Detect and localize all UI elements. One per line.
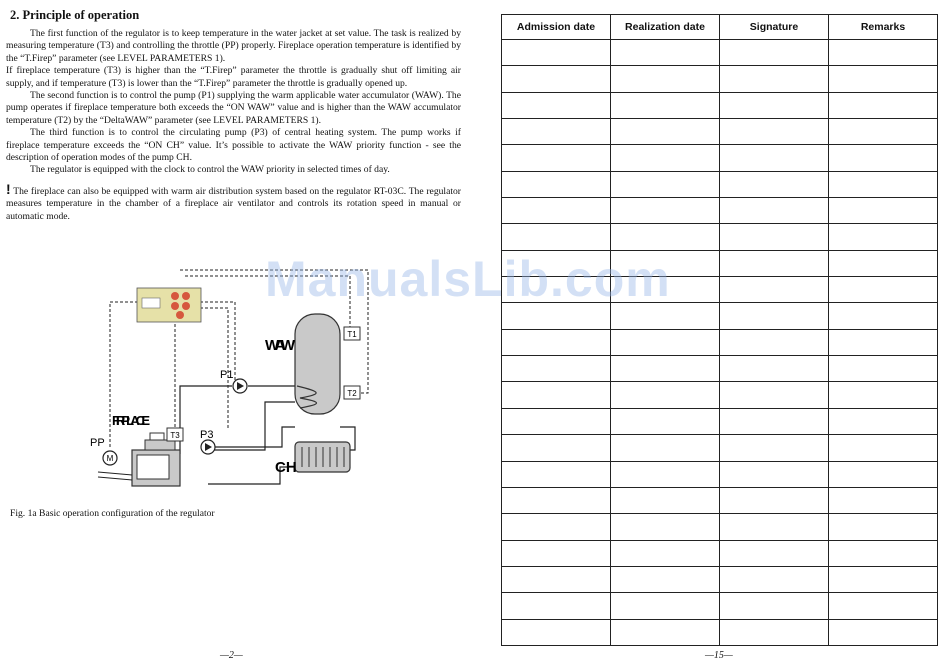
table-row [502,461,938,487]
table-cell [829,435,938,461]
table-cell [611,619,720,645]
table-cell [720,461,829,487]
section-heading: 2. Principle of operation [10,8,140,22]
radiator-ch [295,442,350,472]
table-cell [829,171,938,197]
table-cell [829,540,938,566]
table-cell [720,92,829,118]
table-cell [720,329,829,355]
note-text: The fireplace can also be equipped with warm air distribution system based on the regulator RT-03C. The regulator measures temperature in the chamber of a fireplace air ventilator and controls its rotation speed in manual or automatic mode. [6,185,461,222]
table-row [502,171,938,197]
table-cell [720,619,829,645]
table-cell [829,250,938,276]
column-signature: Signature [720,15,829,40]
table-cell [611,66,720,92]
table-row [502,92,938,118]
table-row [502,66,938,92]
table-cell [829,408,938,434]
table-cell [611,408,720,434]
table-row [502,540,938,566]
table-cell [829,303,938,329]
table-cell [829,619,938,645]
table-cell [720,540,829,566]
table-cell [720,224,829,250]
table-cell [720,593,829,619]
table-row [502,40,938,66]
table-cell [611,119,720,145]
table-cell [611,198,720,224]
table-cell [829,329,938,355]
exclamation-icon: ! [6,180,11,197]
table-cell [502,487,611,513]
table-cell [611,566,720,592]
table-cell [611,487,720,513]
table-cell [720,303,829,329]
table-cell [502,356,611,382]
p3-label: P3 [200,429,214,441]
table-cell [611,224,720,250]
paragraph-third-function: The third function is to control the circulating pump (P3) of central heating system. The pump works if fireplace temperature exceeds the “ON CH” value. It’s possible to activate the WAW priority function - see the description of operation modes of the pump CH. [6,127,461,164]
table-cell [829,356,938,382]
table-cell [611,593,720,619]
table-cell [720,514,829,540]
column-admission-date: Admission date [502,15,611,40]
table-row [502,145,938,171]
t2-label: T2 [347,389,357,398]
table-cell [829,514,938,540]
table-cell [502,540,611,566]
table-cell [720,171,829,197]
paragraph-first-function: The first function of the regulator is to keep temperature in the water jacket at set value. The task is realized by measuring temperature (T3) and controlling the throttle (PP) properly. Fireplace operation temperature is identified by the “T.Firep” parameter (see LEVEL PARAMETERS 1). [6,28,461,64]
table-cell [502,66,611,92]
table-cell [611,540,720,566]
table-cell [829,487,938,513]
regulator-controller [137,288,201,322]
column-realization-date: Realization date [611,15,720,40]
figure-caption: Fig. 1a Basic operation configuration of the regulator [10,508,215,519]
table-cell [502,119,611,145]
table-cell [829,40,938,66]
table-cell [720,145,829,171]
table-cell [611,40,720,66]
table-cell [611,514,720,540]
table-cell [829,119,938,145]
table-cell [502,92,611,118]
table-row [502,566,938,592]
table-cell [611,92,720,118]
table-cell [502,198,611,224]
paragraph-clock: The regulator is equipped with the clock to control the WAW priority in selected times of day. [30,164,390,176]
table-cell [829,66,938,92]
motor-label: M [106,454,114,463]
table-cell [502,514,611,540]
table-cell [502,145,611,171]
table-cell [611,145,720,171]
table-row [502,356,938,382]
table-cell [502,408,611,434]
table-cell [720,382,829,408]
table-row [502,198,938,224]
table-cell [829,198,938,224]
table-cell [829,145,938,171]
column-remarks: Remarks [829,15,938,40]
table-cell [829,382,938,408]
table-cell [502,593,611,619]
table-cell [720,198,829,224]
pp-label: PP [90,437,105,449]
page-number-right: —15— [705,650,733,661]
table-cell [829,277,938,303]
table-cell [720,566,829,592]
table-cell [829,224,938,250]
table-cell [611,171,720,197]
watermark: ManualsLib.com [265,251,671,307]
t3-label: T3 [170,431,180,440]
table-cell [502,435,611,461]
table-cell [502,382,611,408]
table-cell [720,119,829,145]
table-cell [502,40,611,66]
table-cell [720,408,829,434]
table-row [502,593,938,619]
p1-label: P1 [220,369,234,381]
table-row [502,514,938,540]
table-cell [502,171,611,197]
ch-label: CH [275,459,297,476]
table-cell [611,461,720,487]
waw-label: WAW [265,337,295,354]
note-paragraph [6,180,461,223]
table-cell [829,92,938,118]
table-cell [611,329,720,355]
table-row [502,408,938,434]
table-row [502,487,938,513]
table-cell [502,329,611,355]
table-cell [502,461,611,487]
page-number-left: —2— [220,650,243,661]
records-table [501,14,938,646]
left-page [6,8,461,223]
table-cell [611,435,720,461]
t1-label: T1 [347,330,357,339]
table-cell [502,619,611,645]
paragraph-throttle: If fireplace temperature (T3) is higher than the “T.Firep” parameter the throttle is gradually shut off limiting air supply, and if temperature (T3) is lower than the “T.Firep” parameter the throttle is gradually opened up. [6,65,461,89]
table-cell [720,435,829,461]
table-cell [720,277,829,303]
table-cell [611,356,720,382]
table-row [502,224,938,250]
table-row [502,619,938,645]
table-cell [829,461,938,487]
table-row [502,329,938,355]
table-cell [720,40,829,66]
table-row [502,119,938,145]
table-cell [829,566,938,592]
table-cell [720,356,829,382]
table-cell [829,593,938,619]
paragraph-second-function: The second function is to control the pump (P1) supplying the warm applicable water accumulator (WAW). The pump operates if fireplace temperature both exceeds the “ON WAW” value and is higher than the WAW accumulator temperature (T2) by the “DeltaWAW” parameter (see LEVEL PARAMETERS 1). [6,90,461,126]
table-cell [502,566,611,592]
table-cell [502,224,611,250]
table-row [502,382,938,408]
table-cell [720,66,829,92]
table-row [502,435,938,461]
fireplace-label: FIRPLACE [112,413,150,428]
table-cell [720,487,829,513]
table-cell [720,250,829,276]
waw-tank [295,314,340,414]
table-cell [611,382,720,408]
